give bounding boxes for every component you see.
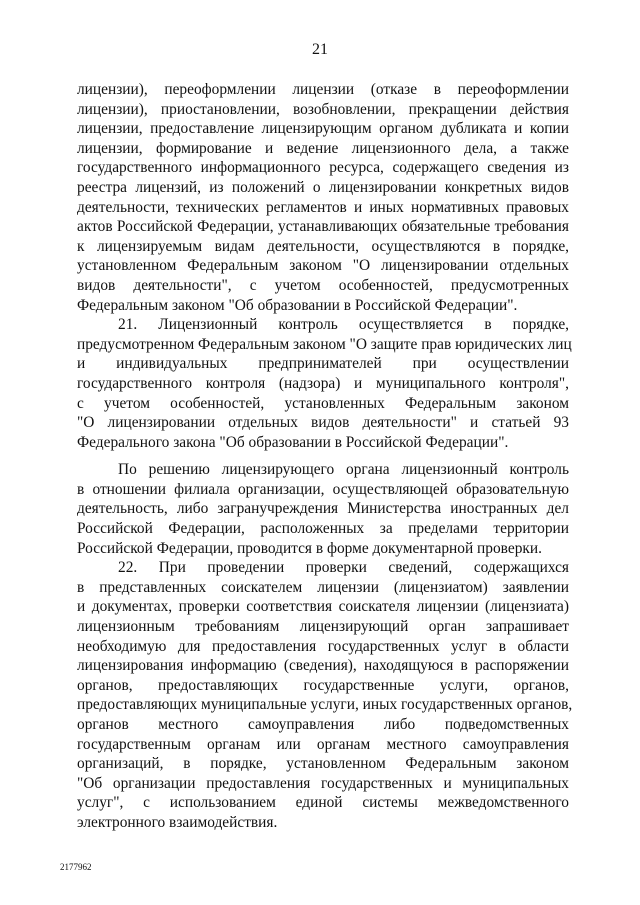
- text-line: деятельность, либо загранучреждения Министерства иностранных дел: [77, 500, 569, 518]
- text-line: видов деятельности", с учетом особенностей, предусмотренных: [77, 276, 569, 294]
- text-line: государственного информационного ресурса, содержащего сведения из: [77, 159, 569, 177]
- text-line: лицензии), переоформлении лицензии (отказе в переоформлении: [77, 81, 569, 98]
- page-number: 21: [312, 41, 328, 58]
- text-line: предусмотренном Федеральным законом "О защите прав юридических лиц: [77, 335, 572, 353]
- text-line: Российской Федерации, расположенных за пределами территории: [77, 520, 569, 538]
- text-line: Российской Федерации, проводится в форме документарной проверки.: [77, 539, 542, 557]
- paragraph-spacer: [77, 452, 569, 460]
- text-line: 22. При проведении проверки сведений, содержащихся: [118, 559, 569, 577]
- text-line: актов Российской Федерации, устанавливающих обязательные требования: [77, 218, 569, 236]
- text-line: к лицензируемым видам деятельности, осуществляются в порядке,: [77, 237, 569, 255]
- paragraph-1: [77, 80, 569, 315]
- paragraph-branch-control: [77, 460, 569, 558]
- text-line: "Об организации предоставления государственных и муниципальных: [77, 774, 569, 792]
- text-line: услуг", с использованием единой системы межведомственного: [77, 794, 569, 812]
- paragraph-22: [77, 558, 573, 832]
- text-line: лицензии), приостановлении, возобновлении, прекращении действия: [77, 100, 569, 118]
- text-line: Федеральным законом "Об образовании в Российской Федерации".: [77, 296, 518, 314]
- text-line: предоставляющих муниципальные услуги, иных государственных органов,: [77, 696, 573, 714]
- text-line: органов местного самоуправления либо подведомственных: [77, 716, 569, 733]
- document-code: 2177962: [60, 862, 92, 872]
- text-line: лицензионным требованиям лицензирующий орган запрашивает: [77, 618, 569, 636]
- text-line: электронного взаимодействия.: [77, 813, 278, 831]
- text-line: органов, предоставляющих государственные услуги, органов,: [77, 676, 569, 694]
- text-line: лицензии, предоставление лицензирующим органом дубликата и копии: [77, 120, 569, 138]
- text-line: государственным органам или органам местного самоуправления: [77, 735, 569, 753]
- text-line: и индивидуальных предпринимателей при осуществлении: [77, 355, 569, 373]
- text-line: "О лицензировании отдельных видов деятельности" и статьей 93: [77, 414, 569, 432]
- text-line: с учетом особенностей, установленных Федеральным законом: [77, 394, 569, 412]
- text-line: необходимую для предоставления государственных услуг в области: [77, 637, 569, 655]
- text-line: 21. Лицензионный контроль осуществляется в порядке,: [118, 316, 569, 334]
- text-line: в отношении филиала организации, осуществляющей образовательную: [77, 480, 569, 498]
- text-line: деятельности, технических регламентов и иных нормативных правовых: [77, 198, 569, 216]
- text-line: установленном Федеральным законом "О лицензировании отдельных: [77, 257, 569, 275]
- text-line: организаций, в порядке, установленном Федеральным законом: [77, 755, 569, 773]
- text-line: лицензии, формирование и ведение лицензионного дела, а также: [77, 139, 569, 157]
- text-line: государственного контроля (надзора) и муниципального контроля",: [77, 374, 569, 392]
- text-line: Федерального закона "Об образовании в Российской Федерации".: [77, 433, 509, 451]
- document-body: [77, 80, 573, 833]
- text-line: в представленных соискателем лицензии (лицензиатом) заявлении: [77, 578, 569, 596]
- text-line: и документах, проверки соответствия соискателя лицензии (лицензиата): [77, 598, 569, 616]
- text-line: реестра лицензий, из положений о лицензировании конкретных видов: [77, 178, 569, 196]
- paragraph-21: [77, 315, 572, 452]
- text-line: По решению лицензирующего органа лицензионный контроль: [118, 461, 569, 479]
- text-line: лицензирования информацию (сведения), находящуюся в распоряжении: [77, 657, 569, 675]
